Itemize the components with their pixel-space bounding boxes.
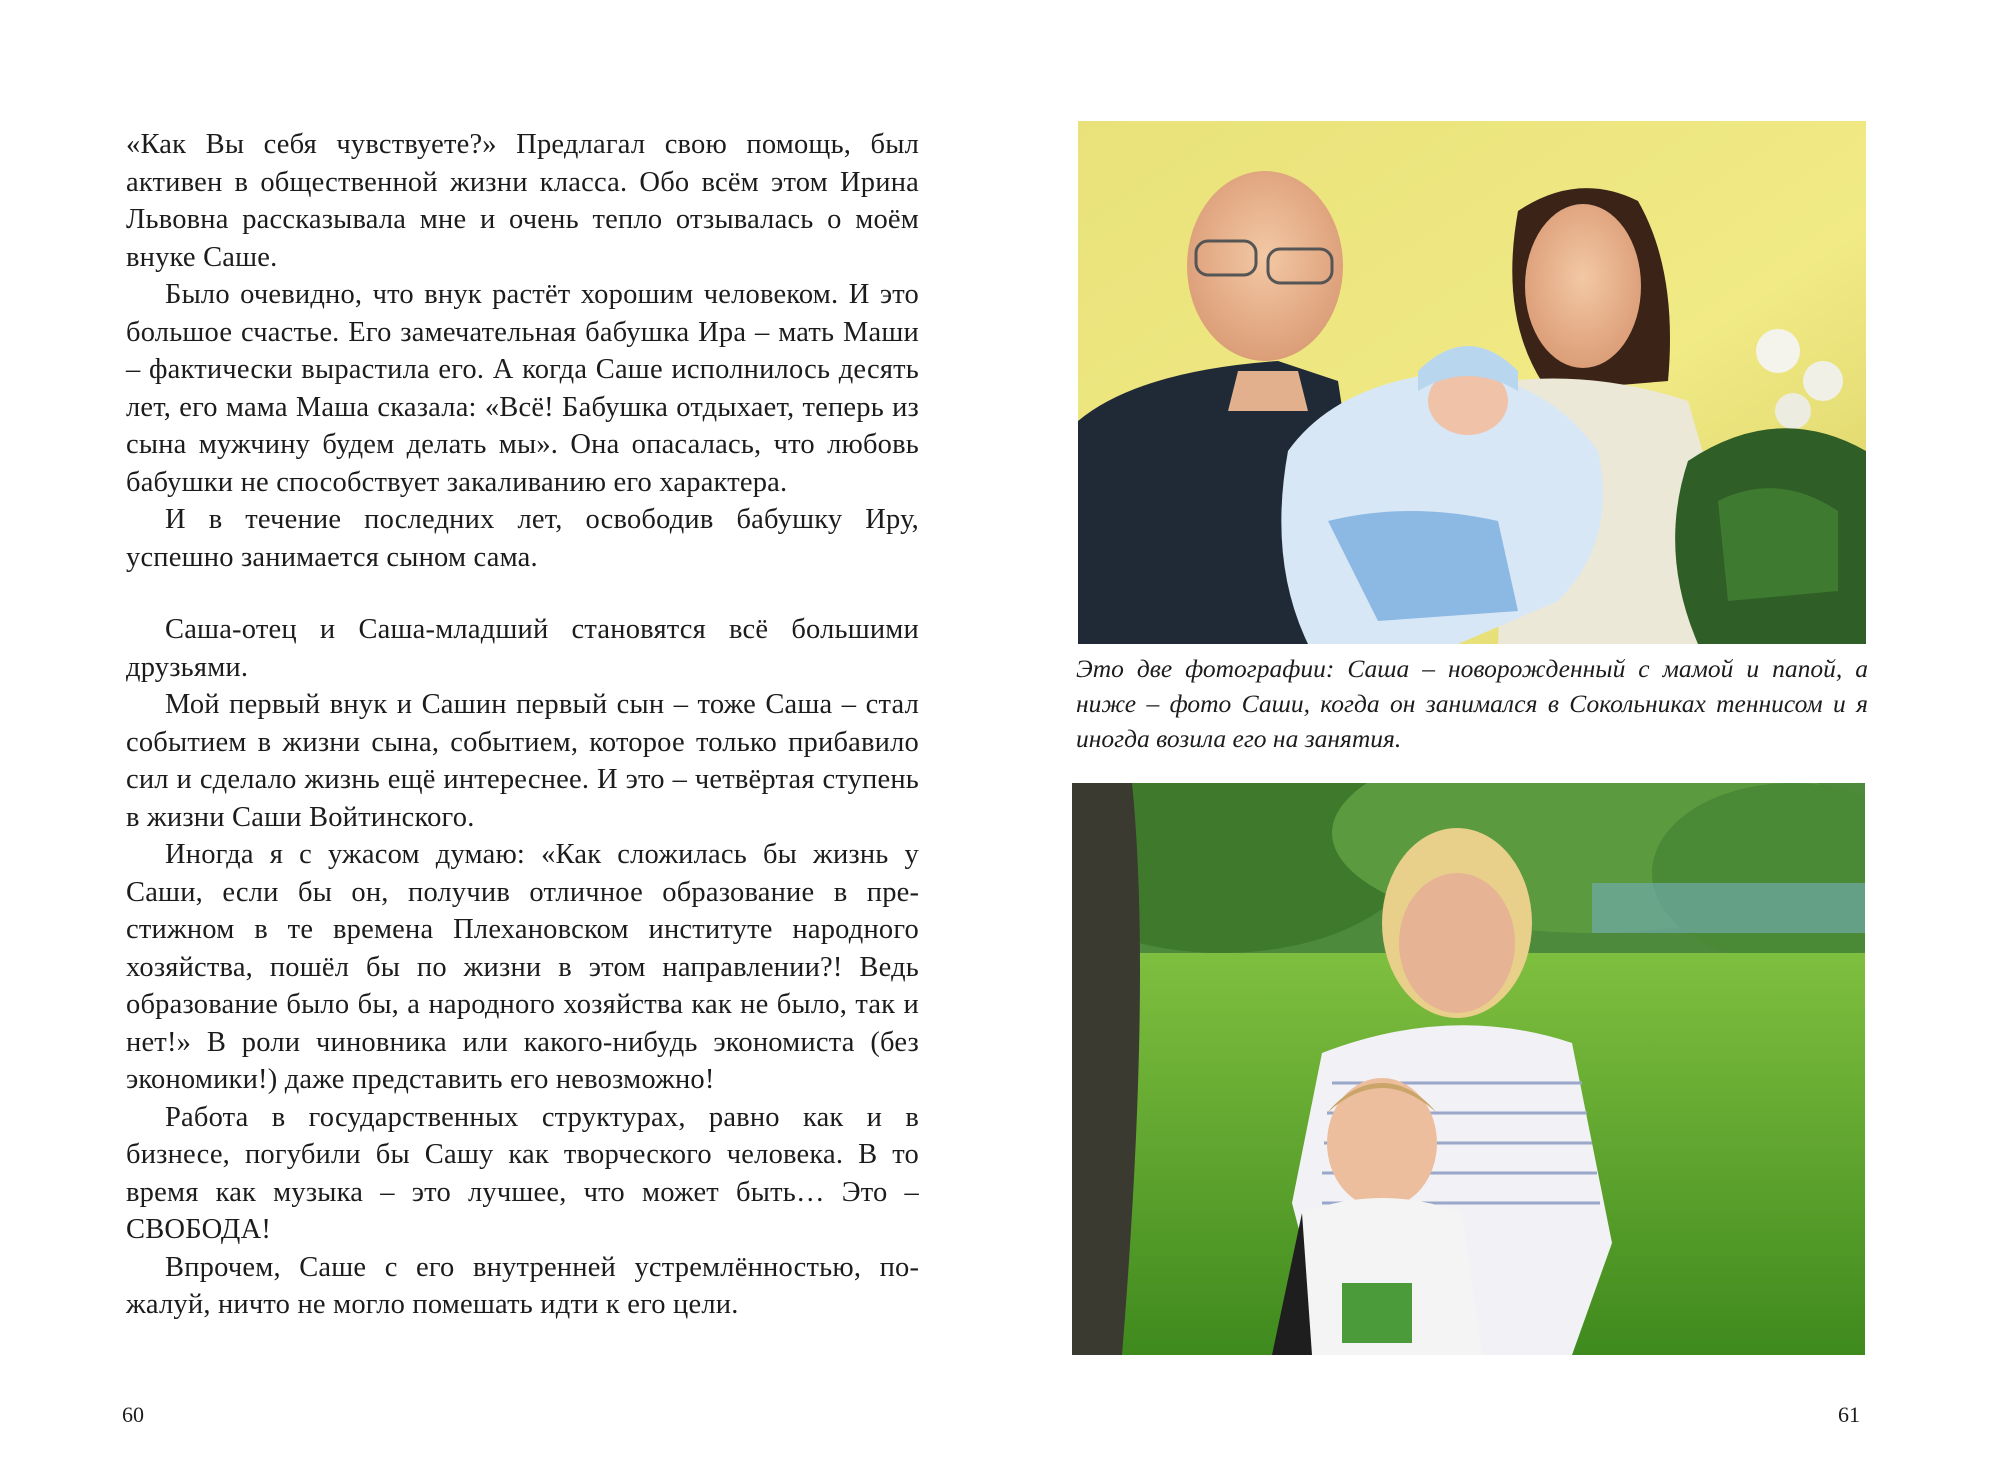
photo-caption: Это две фотографии: Саша – новорожденный с мамой и папой, а ниже – фото Саши, когда он занимался в Сокольниках теннисом и я иногда возила его на занятия. [1076,654,1868,753]
page-number-right: 61 [1838,1402,1860,1427]
paragraph: «Как Вы себя чувствуете?» Предлагал свою помощь, был активен в общественной жизни класса. Обо всём этом Ирина Львовна рассказывала мне и очень тепло отзывалась о моём внуке Саше. [126,129,919,273]
paragraph: Мой первый внук и Сашин первый сын – тоже Саша – стал событием в жизни сына, событием, которое только прибавило сил и сделало жизнь ещё интереснее. И это – четвёртая ступень в жизни Саши Войтинского. [126,689,919,833]
paragraph: Работа в государственных структурах, равно как и в бизнесе, погубили бы Сашу как творческого человека. В то время как музыка – это лучшее, что может быть… Это – СВОБОДА! [126,1101,919,1245]
page-number-left: 60 [122,1402,144,1427]
paragraph: Саша-отец и Саша-младший становятся всё большими друзьями. [126,614,919,683]
paragraph: И в течение последних лет, освободив бабушку Иру, успешно занимается сыном сама. [126,504,919,573]
park-photo-grandmother-boy [1072,783,1865,1355]
paragraph: Впрочем, Саше с его внутренней устремлённостью, пожалуй, ничто не могло помешать идти к его цели. [126,1251,919,1320]
family-photo-newborn [1078,121,1866,644]
paragraph: Было очевидно, что внук растёт хорошим человеком. И это большое счастье. Его замечательная бабушка Ира – мать Маши – фактически вырастила его. А когда Саше исполнилось десять лет, его мама Маша сказала: «Всё! Бабушка отдыхает, теперь из сына мужчину будем делать мы». Она опасалась, что любовь бабушки не способствует закаливанию его характера. [126,279,919,498]
right-page [1000,0,2000,1475]
body-text [126,126,919,1324]
paragraph: Иногда я с ужасом думаю: «Как сложилась бы жизнь у Саши, если бы он, получив отличное образование в престижном в те времена Плехановском институте народного хозяйства, пошёл бы по жизни в этом направлении?! Ведь образование было бы, а народного хозяйства как не было, так и нет!» В роли чиновника или какого-нибудь экономиста (без экономики!) даже представить его невозможно! [126,839,919,1095]
